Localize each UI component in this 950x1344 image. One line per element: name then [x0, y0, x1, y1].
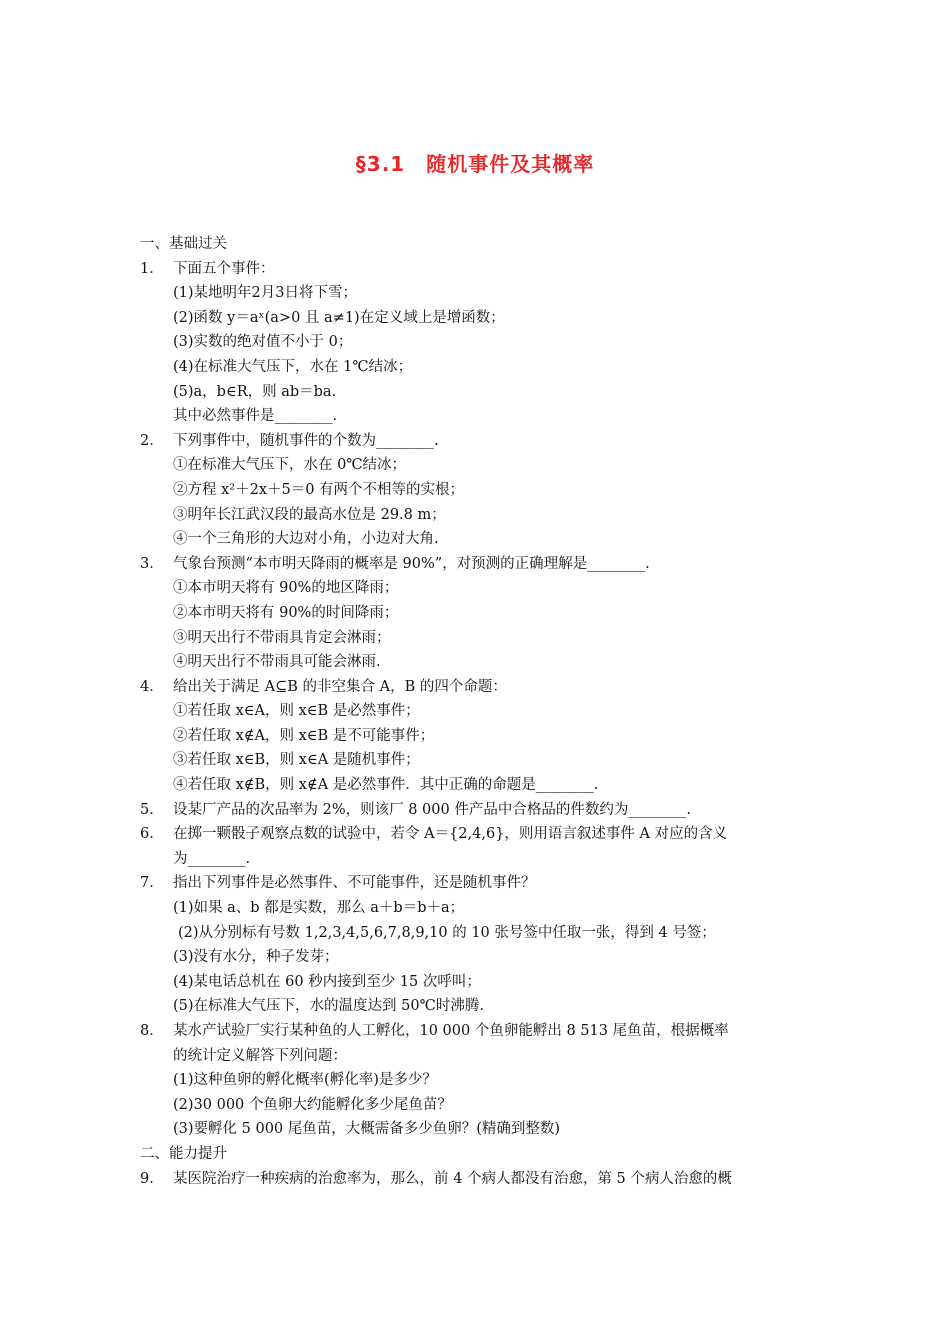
- question-item: ②方程 x²＋2x＋5＝0 有两个不相等的实根；: [173, 481, 465, 498]
- question-stem: 某医院治疗一种疾病的治愈率为，那么，前 4 个病人都没有治愈，第 5 个病人治愈的概: [173, 1170, 732, 1187]
- question-6: [140, 822, 820, 847]
- question-stem: 在掷一颗骰子观察点数的试验中，若令 A＝{2,4,6}，则用语言叙述事件 A 对应的含义: [173, 826, 728, 843]
- question-number: 8．: [140, 1023, 164, 1039]
- question-item: (1)如果 a、b 都是实数，那么 a＋b＝b＋a；: [173, 900, 465, 917]
- question-number: 3．: [140, 555, 164, 572]
- question-stem: 气象台预测“本市明天降雨的概率是 90%”，对预测的正确理解是________.: [173, 555, 650, 572]
- question-item: (3)要孵化 5 000 尾鱼苗，大概需备多少鱼卵？(精确到整数): [173, 1121, 561, 1138]
- question-item: ②本市明天将有 90%的时间降雨；: [173, 604, 399, 621]
- question-number: 7．: [140, 875, 164, 892]
- question-item: (1)这种鱼卵的孵化概率(孵化率)是多少？: [173, 1072, 437, 1089]
- section-heading-basics: 一、基础过关: [140, 236, 227, 252]
- question-stem: 设某厂产品的次品率为 2%，则该厂 8 000 件产品中合格品的件数约为________.: [173, 801, 691, 818]
- question-5: [140, 798, 820, 823]
- question-item: (2)从分别标有号数 1,2,3,4,5,6,7,8,9,10 的 10 张号签中任取一张，得到 4 号签；: [178, 924, 716, 941]
- question-stem: 下列事件中，随机事件的个数为________.: [173, 432, 439, 449]
- question-item: ①本市明天将有 90%的地区降雨；: [173, 580, 399, 597]
- question-item: (4)在标准大气压下，水在 1℃结冰；: [173, 358, 413, 375]
- question-number: 6．: [140, 826, 164, 843]
- question-item: ①在标准大气压下，水在 0℃结冰；: [173, 457, 407, 474]
- question-item: ②若任取 x∉A，则 x∈B 是不可能事件；: [173, 727, 435, 744]
- question-8: [140, 1019, 820, 1044]
- question-item: ③明天出行不带雨具肯定会淋雨；: [173, 629, 391, 646]
- page-title: §3.1 随机事件及其概率: [355, 152, 595, 176]
- question-item: (2)函数 y＝aˣ(a>0 且 a≠1)在定义域上是增函数；: [173, 309, 505, 326]
- question-stem: 某水产试验厂实行某种鱼的人工孵化，10 000 个鱼卵能孵出 8 513 尾鱼苗，根据概率: [173, 1023, 729, 1039]
- question-item: ④若任取 x∉B，则 x∉A 是必然事件．其中正确的命题是________.: [173, 777, 599, 794]
- question-4: [140, 675, 820, 700]
- question-item: (1)某地明年2月3日将下雪；: [173, 285, 357, 302]
- question-item: (3)实数的绝对值不小于 0；: [173, 334, 353, 351]
- question-9: [140, 1167, 820, 1192]
- question-stem: 下面五个事件：: [173, 260, 275, 277]
- question-stem-continued: 的统计定义解答下列问题：: [173, 1047, 347, 1064]
- question-item: ④一个三角形的大边对小角，小边对大角.: [173, 531, 439, 548]
- document-body: [140, 232, 820, 1191]
- question-item: ④明天出行不带雨具可能会淋雨.: [173, 654, 381, 671]
- question-number: 1．: [140, 260, 164, 277]
- question-1: [140, 257, 820, 282]
- question-item: ③明年长江武汉段的最高水位是 29.8 m；: [173, 506, 446, 523]
- question-item: (4)某电话总机在 60 秒内接到至少 15 次呼叫；: [173, 973, 481, 990]
- question-item: (5)在标准大气压下，水的温度达到 50℃时沸腾.: [173, 998, 484, 1015]
- section-heading-advanced: 二、能力提升: [140, 1145, 227, 1162]
- question-stem-continued: 为________.: [173, 850, 251, 867]
- question-blank-line: 其中必然事件是________.: [173, 408, 338, 425]
- question-item: (2)30 000 个鱼卵大约能孵化多少尾鱼苗？: [173, 1096, 452, 1113]
- question-number: 2．: [140, 432, 164, 449]
- question-number: 5．: [140, 801, 164, 818]
- question-stem: 指出下列事件是必然事件、不可能事件，还是随机事件？: [173, 875, 536, 892]
- question-number: 9．: [140, 1170, 164, 1187]
- question-3: [140, 552, 820, 577]
- question-stem: 给出关于满足 A⊆B 的非空集合 A，B 的四个命题：: [173, 678, 507, 695]
- question-item: (5)a，b∈R，则 ab＝ba.: [173, 383, 337, 400]
- question-item: (3)没有水分，种子发芽；: [173, 949, 339, 966]
- question-item: ③若任取 x∈B，则 x∈A 是随机事件；: [173, 752, 420, 769]
- question-number: 4．: [140, 678, 164, 695]
- question-7: [140, 871, 820, 896]
- question-2: [140, 429, 820, 454]
- question-item: ①若任取 x∈A，则 x∈B 是必然事件；: [173, 703, 420, 720]
